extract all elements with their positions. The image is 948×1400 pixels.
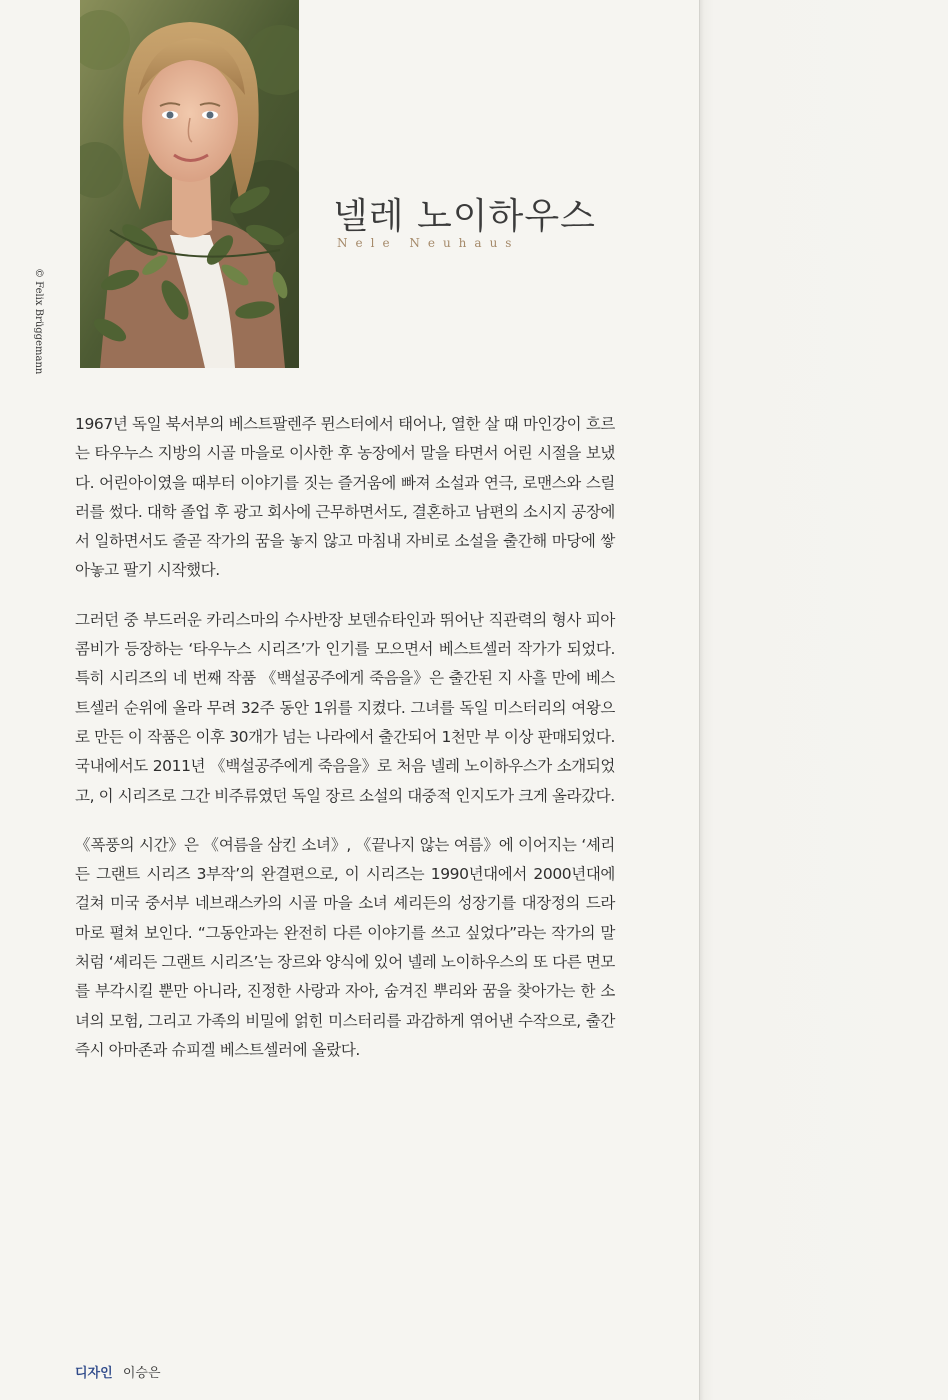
bio-paragraph-2: 그러던 중 부드러운 카리스마의 수사반장 보덴슈타인과 뛰어난 직관력의 형사 피아 콤비가 등장하는 ‘타우누스 시리즈’가 인기를 모으면서 베스트셀러 작가가 되었다. 특히 시리즈의 네 번째 작품 《백설공주에게 죽음을》은 출간된 지 사흘 만에 베스트셀러 순위에 올라 무려 32주 동안 1위를 지켰다. 그녀를 독일 미스터리의 여왕으로 만든 이 작품은 이후 30개가 넘는 나라에서 출간되어 1천만 부 이상 판매되었다. 국내에서도 2011년 《백설공주에게 죽음을》로 처음 넬레 노이하우스가 소개되었고, 이 시리즈로 그간 비주류였던 독일 장르 소설의 대중적 인지도가 크게 올라갔다.	[75, 610, 615, 805]
author-biography	[75, 410, 615, 1085]
designer-credit	[75, 1362, 161, 1381]
designer-name: 이승은	[122, 1366, 161, 1381]
author-name-english: Nele Neuhaus	[337, 236, 520, 250]
designer-label: 디자인	[75, 1366, 113, 1381]
bio-paragraph-3: 《폭풍의 시간》은 《여름을 삼킨 소녀》, 《끝나지 않는 여름》에 이어지는 ‘셰리든 그랜트 시리즈 3부작’의 완결편으로, 이 시리즈는 1990년대에서 2000년대에 걸쳐 미국 중서부 네브래스카의 시골 마을 소녀 셰리든의 성장기를 대장정의 드라마로 펼쳐 보인다. “그동안과는 완전히 다른 이야기를 쓰고 싶었다”라는 작가의 말처럼 ‘셰리든 그랜트 시리즈’는 장르와 양식에 있어 넬레 노이하우스의 또 다른 면모를 부각시킬 뿐만 아니라, 진정한 사랑과 자아, 숨겨진 뿌리와 꿈을 찾아가는 한 소녀의 모험, 그리고 가족의 비밀에 얽힌 미스터리를 과감하게 엮어낸 수작으로, 출간 즉시 아마존과 슈피겔 베스트셀러에 올랐다.	[75, 835, 615, 1059]
bio-paragraph-1: 1967년 독일 북서부의 베스트팔렌주 뮌스터에서 태어나, 열한 살 때 마인강이 흐르는 타우누스 지방의 시골 마을로 이사한 후 농장에서 말을 타면서 어린 시절을 보냈다. 어린아이였을 때부터 이야기를 짓는 즐거움에 빠져 소설과 연극, 로맨스와 스릴러를 썼다. 대학 졸업 후 광고 회사에 근무하면서도, 결혼하고 남편의 소시지 공장에서 일하면서도 줄곧 작가의 꿈을 놓지 않고 마침내 자비로 소설을 출간해 마당에 쌓아놓고 팔기 시작했다.	[75, 415, 615, 580]
author-name-korean: 넬레 노이하우스	[333, 196, 596, 237]
photo-credit: © Felix Brüggemann	[33, 268, 44, 375]
inner-flap	[700, 0, 948, 1400]
author-photo	[80, 0, 299, 368]
